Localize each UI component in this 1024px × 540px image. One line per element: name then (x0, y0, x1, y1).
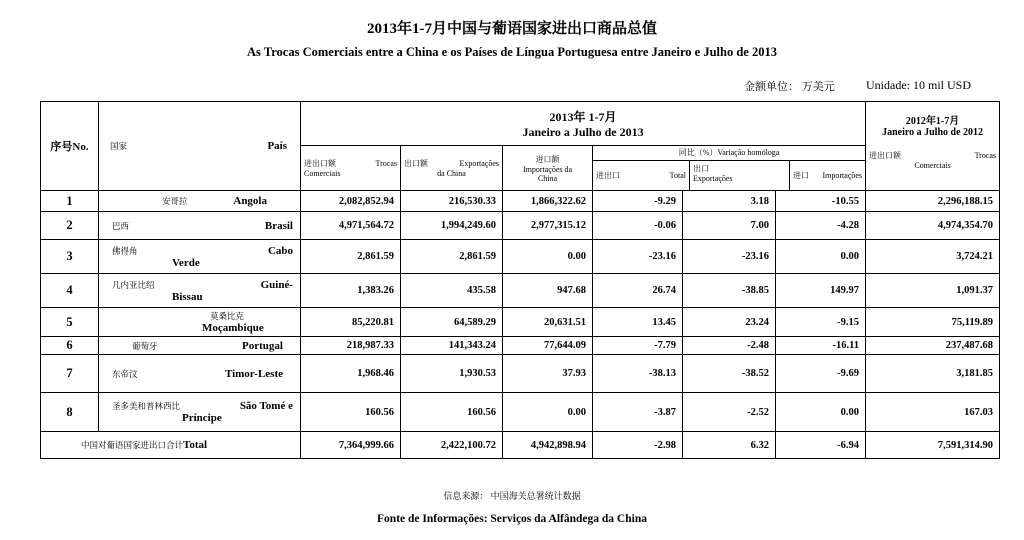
cell-var-import: -6.94 (776, 432, 866, 459)
cell-var-import: -9.15 (776, 308, 866, 337)
country-cn: 佛得角 (112, 245, 138, 256)
cell-var-import: 0.00 (776, 393, 866, 432)
cell-import: 2,977,315.12 (503, 212, 593, 240)
header-export (401, 146, 503, 191)
unit-label-cn: 金额单位： 万美元 (744, 81, 835, 93)
cell-import: 37.93 (503, 355, 593, 393)
cell-export: 2,422,100.72 (401, 432, 503, 459)
cell-import: 0.00 (503, 240, 593, 274)
cell-var-total: -3.87 (593, 393, 683, 432)
cell-total: 1,383.26 (301, 274, 401, 308)
country-pt: Timor-Leste (224, 367, 283, 380)
cell-2012: 7,591,314.90 (866, 432, 1000, 459)
cell-2012: 3,724.21 (866, 240, 1000, 274)
header-import-pt2: China (537, 173, 558, 183)
total-label-pt: Total (183, 439, 208, 451)
header-var-exp-pt: Exportações (693, 174, 733, 183)
cell-total: 85,220.81 (301, 308, 401, 337)
cell-export: 435.58 (401, 274, 503, 308)
header-var-imp-pt: Importações (822, 171, 863, 180)
country-cn: 莫桑比克 (210, 311, 245, 321)
country-pt: Cabo (267, 244, 293, 257)
header-var-exp-cn: 出口 (693, 164, 709, 173)
table-row (41, 212, 1000, 240)
country-pt: Brasil (264, 219, 293, 232)
cell-total: 2,861.59 (301, 240, 401, 274)
row-index: 5 (41, 308, 99, 337)
row-country (99, 308, 301, 337)
cell-total: 4,971,564.72 (301, 212, 401, 240)
header-import (503, 146, 593, 191)
header-var-total-cn: 进出口 (596, 171, 620, 180)
row-country (99, 355, 301, 393)
cell-2012: 75,119.89 (866, 308, 1000, 337)
header-total (301, 146, 401, 191)
row-index: 2 (41, 212, 99, 240)
header-total-cn: 进出口额 (304, 159, 336, 168)
header-total-pt2: Comerciais (304, 169, 341, 178)
header-export-pt2: da China (437, 169, 466, 178)
cell-var-total: -9.29 (593, 191, 683, 212)
cell-2012: 4,974,354.70 (866, 212, 1000, 240)
country-pt-line2: Príncipe (182, 412, 222, 424)
table-row (41, 337, 1000, 355)
header-country-pt: País (267, 140, 287, 152)
cell-export: 64,589.29 (401, 308, 503, 337)
cell-export: 1,930.53 (401, 355, 503, 393)
country-cn: 圣多美和普林西比 (112, 401, 181, 411)
header-2012-trade-pt2: Comerciais (914, 161, 951, 170)
row-country (99, 337, 301, 355)
cell-2012: 3,181.85 (866, 355, 1000, 393)
cell-var-total: -23.16 (593, 240, 683, 274)
cell-export: 2,861.59 (401, 240, 503, 274)
total-label-cn: 中国对葡语国家进出口合计 (81, 440, 184, 450)
cell-export: 1,994,249.60 (401, 212, 503, 240)
table-row (41, 191, 1000, 212)
cell-import: 0.00 (503, 393, 593, 432)
cell-total: 1,968.46 (301, 355, 401, 393)
cell-var-total: 26.74 (593, 274, 683, 308)
cell-var-export: -2.48 (683, 337, 776, 355)
source-pt: Fonte de Informações: Serviços da Alfândega da China (377, 513, 647, 525)
header-var-imp-cn: 进口 (793, 171, 809, 180)
cell-var-export: 23.24 (683, 308, 776, 337)
row-country (99, 212, 301, 240)
page-subtitle: As Trocas Comerciais entre a China e os Países de Língua Portuguesa entre Janeiro e Julho de 2013 (247, 45, 777, 59)
cell-var-import: -4.28 (776, 212, 866, 240)
country-pt-line2: Verde (172, 256, 200, 269)
row-country (99, 191, 301, 212)
cell-var-export: 6.32 (683, 432, 776, 459)
header-total-pt: Trocas (375, 159, 397, 168)
row-index: 4 (41, 274, 99, 308)
country-pt: Guiné- (260, 278, 293, 291)
header-period-2012-pt: Janeiro a Julho de 2012 (882, 127, 984, 138)
cell-2012: 1,091.37 (866, 274, 1000, 308)
header-period-2013-cn: 2013年 1-7月 (549, 109, 617, 124)
cell-export: 160.56 (401, 393, 503, 432)
cell-var-total: -2.98 (593, 432, 683, 459)
country-cn: 安哥拉 (162, 196, 188, 206)
cell-var-import: 149.97 (776, 274, 866, 308)
cell-2012: 167.03 (866, 393, 1000, 432)
cell-total: 2,082,852.94 (301, 191, 401, 212)
cell-2012: 237,487.68 (866, 337, 1000, 355)
header-index: 序号No. (41, 102, 99, 191)
row-country (99, 240, 301, 274)
cell-var-export: -23.16 (683, 240, 776, 274)
cell-var-export: -38.52 (683, 355, 776, 393)
cell-total: 218,987.33 (301, 337, 401, 355)
cell-var-import: -9.69 (776, 355, 866, 393)
source-cn: 信息来源： 中国海关总署统计数据 (443, 491, 581, 501)
cell-var-total: -0.06 (593, 212, 683, 240)
country-pt: Moçambique (202, 322, 264, 334)
cell-2012: 2,296,188.15 (866, 191, 1000, 212)
cell-var-export: 7.00 (683, 212, 776, 240)
header-var-total (593, 161, 690, 190)
page-title: 2013年1-7月中国与葡语国家进出口商品总值 (367, 21, 657, 37)
header-country-cn: 国家 (110, 141, 128, 151)
table-row (41, 355, 1000, 393)
table-row (41, 393, 1000, 432)
country-cn: 东帝汶 (112, 368, 138, 379)
trade-table (40, 101, 1000, 459)
header-var-exp (690, 161, 790, 190)
header-2012-trade-pt: Trocas (974, 151, 997, 160)
row-country (99, 274, 301, 308)
cell-var-export: -38.85 (683, 274, 776, 308)
header-variation-label: 同比（%）Variação homóloga (593, 146, 865, 161)
cell-import: 4,942,898.94 (503, 432, 593, 459)
cell-var-import: -10.55 (776, 191, 866, 212)
country-pt: São Tomé e (239, 400, 293, 412)
header-variation (593, 146, 866, 191)
cell-total: 160.56 (301, 393, 401, 432)
country-cn: 几内亚比绍 (112, 279, 155, 290)
header-country (99, 102, 301, 191)
country-cn: 葡萄牙 (132, 340, 158, 351)
cell-total: 7,364,999.66 (301, 432, 401, 459)
cell-export: 141,343.24 (401, 337, 503, 355)
cell-var-export: 3.18 (683, 191, 776, 212)
header-export-pt: Exportações (459, 159, 499, 168)
table-row (41, 240, 1000, 274)
total-label (41, 432, 301, 459)
cell-export: 216,530.33 (401, 191, 503, 212)
table-row (41, 308, 1000, 337)
cell-var-total: -7.79 (593, 337, 683, 355)
cell-import: 77,644.09 (503, 337, 593, 355)
header-2012-trade-cn: 进出口额 (869, 151, 902, 160)
header-period-2012-cn: 2012年1-7月 (905, 116, 960, 127)
row-index: 3 (41, 240, 99, 274)
country-pt: Angola (233, 195, 267, 207)
cell-import: 1,866,322.62 (503, 191, 593, 212)
cell-var-total: 13.45 (593, 308, 683, 337)
row-index: 7 (41, 355, 99, 393)
cell-var-total: -38.13 (593, 355, 683, 393)
cell-import: 947.68 (503, 274, 593, 308)
unit-label-pt: Unidade: 10 mil USD (866, 78, 971, 92)
cell-var-import: -16.11 (776, 337, 866, 355)
country-cn: 巴西 (112, 220, 130, 231)
row-index: 1 (41, 191, 99, 212)
country-pt: Portugal (242, 339, 283, 352)
cell-import: 20,631.51 (503, 308, 593, 337)
header-period-2012 (866, 102, 1000, 191)
header-period-2013 (301, 102, 866, 146)
header-import-pt: Importações da (522, 164, 573, 174)
header-period-2013-pt: Janeiro a Julho de 2013 (522, 124, 644, 139)
country-pt-line2: Bissau (172, 290, 203, 303)
cell-var-export: -2.52 (683, 393, 776, 432)
table-total-row (41, 432, 1000, 459)
header-export-cn: 出口额 (404, 159, 428, 168)
row-index: 8 (41, 393, 99, 432)
header-var-total-pt: Total (669, 171, 686, 180)
header-import-cn: 进口额 (535, 154, 560, 164)
header-var-imp (790, 161, 865, 190)
cell-var-import: 0.00 (776, 240, 866, 274)
row-country (99, 393, 301, 432)
row-index: 6 (41, 337, 99, 355)
table-row (41, 274, 1000, 308)
